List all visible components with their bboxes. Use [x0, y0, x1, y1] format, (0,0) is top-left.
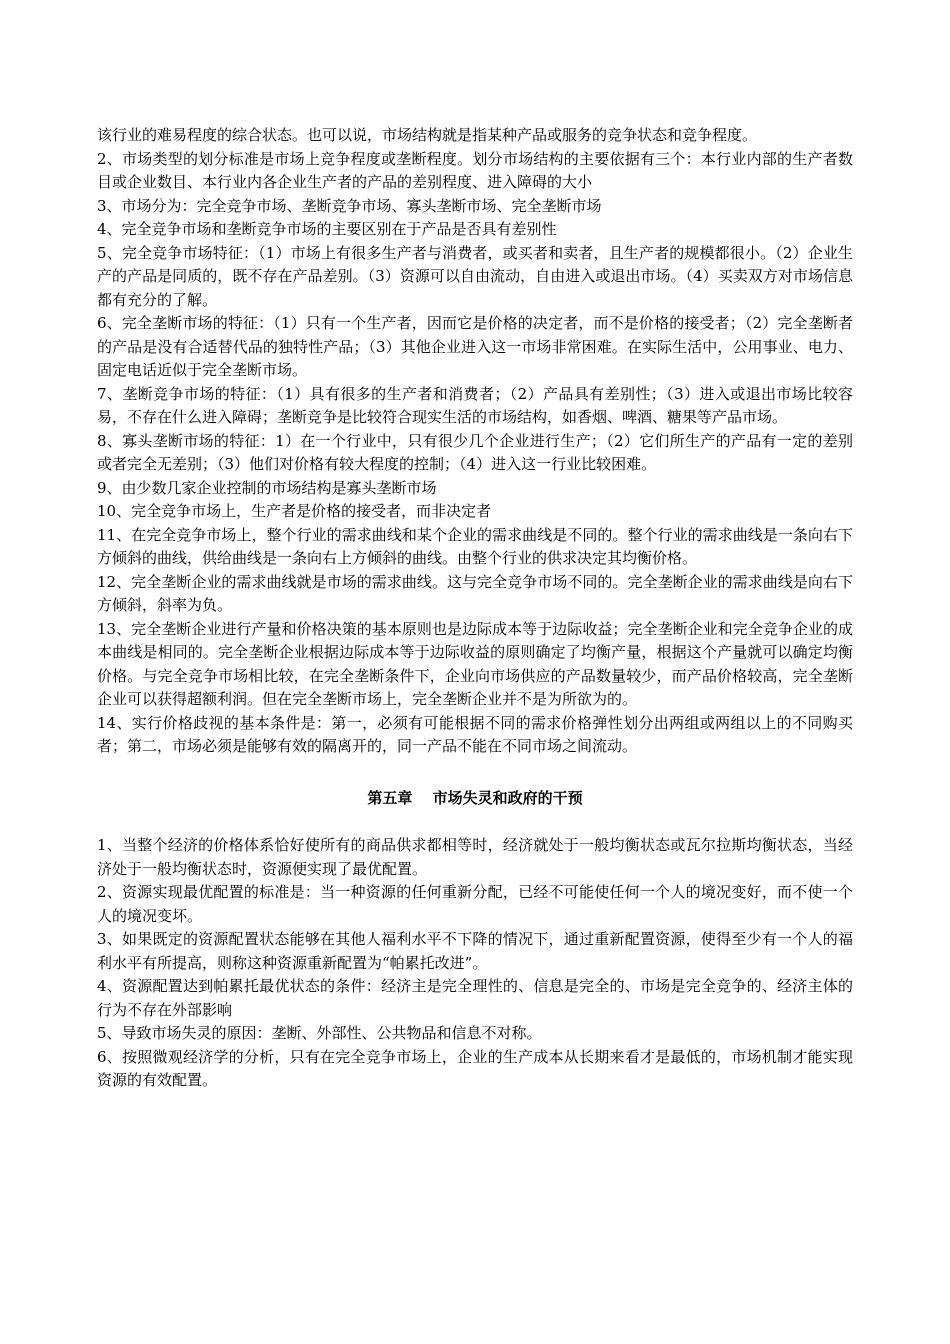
paragraph-item-2: 2、市场类型的划分标准是市场上竞争程度或垄断程度。划分市场结构的主要依据有三个：本行业内部的生产者数目或企业数目、本行业内各企业生产者的产品的差别程度、进入障碍的大小 [97, 149, 853, 191]
paragraph-item-3: 3、市场分为：完全竞争市场、垄断竞争市场、寡头垄断市场、完全垄断市场 [97, 196, 602, 215]
chapter5-item-4: 4、资源配置达到帕累托最优状态的条件：经济主是完全理性的、信息是完全的、市场是完全竞争的、经济主体的行为不存在外部影响 [97, 977, 853, 1019]
document-page [97, 124, 853, 1093]
paragraph-item-5: 5、完全竞争市场特征：（1）市场上有很多生产者与消费者，或买者和卖者，且生产者的规模都很小。（2）企业生产的产品是同质的，既不存在产品差别。（3）资源可以自由流动，自由进入或退出市场。（4）买卖双方对市场信息都有充分的了解。 [97, 243, 853, 309]
chapter5-item-6: 6、按照微观经济学的分析，只有在完全竞争市场上，企业的生产成本从长期来看才是最低的，市场机制才能实现资源的有效配置。 [97, 1047, 853, 1089]
chapter5-item-3: 3、如果既定的资源配置状态能够在其他人福利水平不下降的情况下，通过重新配置资源，使得至少有一个人的福利水平有所提高，则称这种资源重新配置为“帕累托改进”。 [97, 930, 853, 972]
paragraph-item-13: 13、完全垄断企业进行产量和价格决策的基本原则也是边际成本等于边际收益；完全垄断企业和完全竞争企业的成本曲线是相同的。完全垄断企业根据边际成本等于边际收益的原则确定了均衡产量，根据这个产量就可以确定均衡价格。与完全竞争市场相比较，在完全垄断条件下，企业向市场供应的产品数量较少，而产品价格较高，完全垄断企业可以获得超额利润。但在完全垄断市场上，完全垄断企业并不是为所欲为的。 [97, 619, 853, 708]
section-market-failure [97, 834, 853, 1093]
paragraph-continuation: 该行业的难易程度的综合状态。也可以说，市场结构就是指某种产品或服务的竞争状态和竞争程度。 [97, 126, 758, 144]
section-market-structure [97, 124, 853, 759]
paragraph-item-14: 14、实行价格歧视的基本条件是：第一，必须有可能根据不同的需求价格弹性划分出两组或两组以上的不同购买者；第二，市场必须是能够有效的隔离开的，同一产品不能在不同市场之间流动。 [97, 713, 853, 755]
paragraph-item-11: 11、在完全竞争市场上，整个行业的需求曲线和某个企业的需求曲线是不同的。整个行业的需求曲线是一条向右下方倾斜的曲线，供给曲线是一条向右上方倾斜的曲线。由整个行业的供求决定其均衡价格。 [97, 525, 853, 567]
paragraph-item-6: 6、完全垄断市场的特征：（1）只有一个生产者，因而它是价格的决定者，而不是价格的接受者；（2）完全垄断者的产品是没有合适替代品的独特性产品；（3）其他企业进入这一市场非常困难。在实际生活中，公用事业、电力、固定电话近似于完全垄断市场。 [97, 314, 853, 379]
paragraph-item-10: 10、完全竞争市场上，生产者是价格的接受者，而非决定者 [97, 502, 492, 520]
paragraph-item-9: 9、由少数几家企业控制的市场结构是寡头垄断市场 [97, 478, 437, 497]
paragraph-item-7: 7、垄断竞争市场的特征：（1）具有很多的生产者和消费者；（2）产品具有差别性；（3）进入或退出市场比较容易，不存在什么进入障碍；垄断竞争是比较符合现实生活的市场结构，如香烟、啤酒、糖果等产品市场。 [97, 384, 853, 426]
paragraph-item-8: 8、寡头垄断市场的特征：1）在一个行业中，只有很少几个企业进行生产；（2）它们所生产的产品有一定的差别或者完全无差别；（3）他们对价格有较大程度的控制；（4）进入这一行业比较困难。 [97, 431, 853, 473]
chapter5-item-5: 5、导致市场失灵的原因：垄断、外部性、公共物品和信息不对称。 [97, 1024, 542, 1042]
paragraph-item-12: 12、完全垄断企业的需求曲线就是市场的需求曲线。这与完全竞争市场不同的。完全垄断企业的需求曲线是向右下方倾斜，斜率为负。 [97, 572, 853, 614]
paragraph-item-4: 4、完全竞争市场和垄断竞争市场的主要区别在于产品是否具有差别性 [97, 220, 557, 238]
chapter5-item-1: 1、当整个经济的价格体系恰好使所有的商品供求都相等时，经济就处于一般均衡状态或瓦尔拉斯均衡状态，当经济处于一般均衡状态时，资源便实现了最优配置。 [97, 836, 853, 878]
chapter-title: 第五章 市场失灵和政府的干预 [367, 788, 583, 807]
chapter5-item-2: 2、资源实现最优配置的标准是：当一种资源的任何重新分配，已经不可能使任何一个人的境况变好，而不使一个人的境况变坏。 [97, 883, 853, 925]
